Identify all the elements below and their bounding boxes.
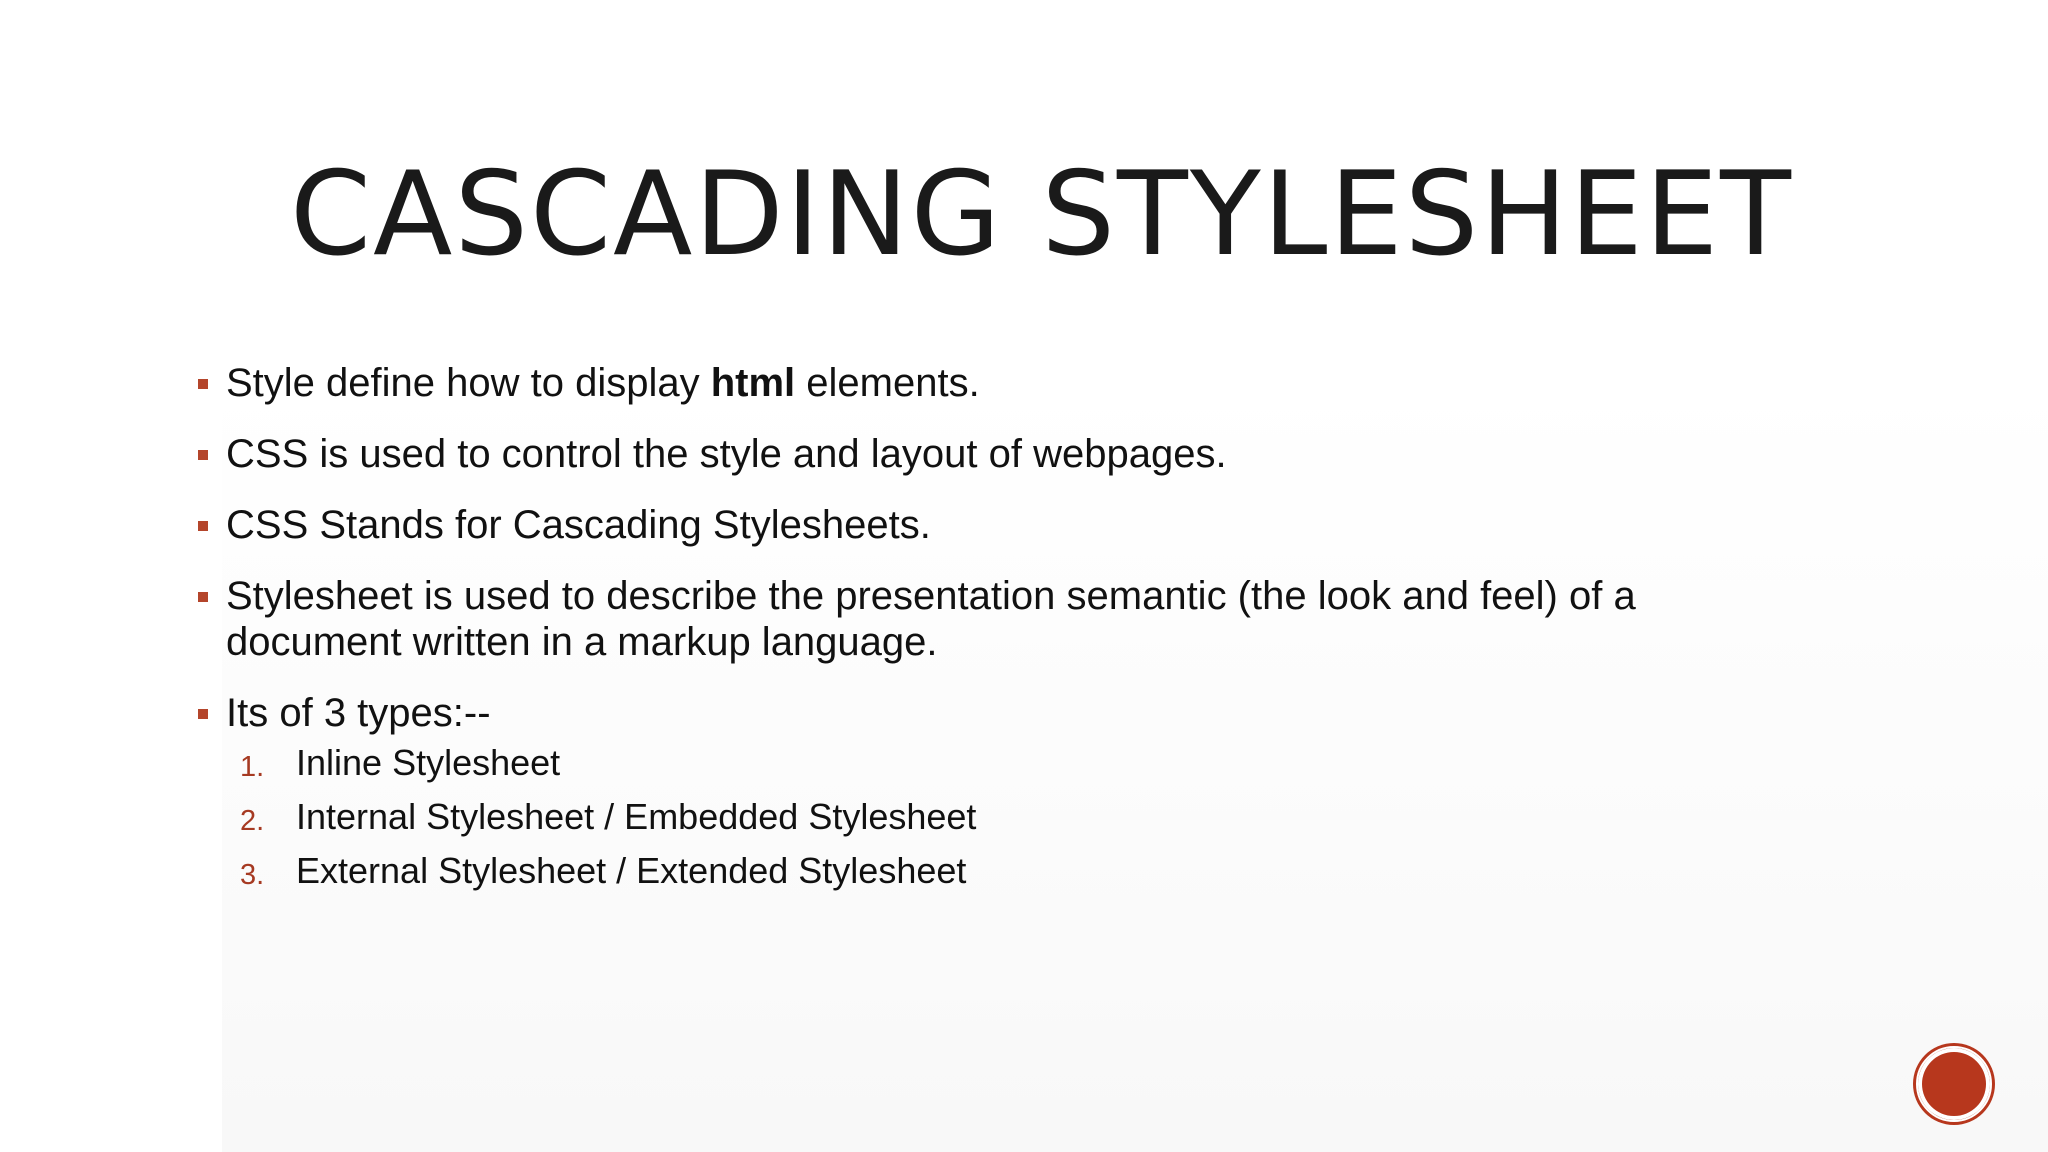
types-list-item: [226, 742, 1756, 784]
circle-nav-button[interactable]: [1916, 1046, 1992, 1122]
bullet-item: [196, 690, 1756, 892]
bullet-text: CSS Stands for Cascading Stylesheets.: [226, 503, 931, 547]
bullet-list: [196, 360, 1756, 917]
types-list-label: Internal Stylesheet / Embedded Stylesheet: [296, 796, 977, 837]
types-list-item: [226, 796, 1756, 838]
types-list: [226, 742, 1756, 892]
types-list-label: External Stylesheet / Extended Stylesheet: [296, 850, 967, 891]
bullet-item: [196, 502, 1756, 548]
slide-title: CASCADING STYLESHEET: [290, 147, 1793, 282]
list-number: 1.: [240, 751, 265, 783]
bullet-item: [196, 360, 1756, 406]
bullet-text: Its of 3 types:--: [226, 691, 491, 735]
square-bullet-icon: [198, 379, 208, 389]
bullet-item: [196, 431, 1756, 477]
bullet-text-line-1: Stylesheet is used to describe the presentation semantic (the look and feel) of a: [226, 574, 1636, 618]
list-number: 2.: [240, 805, 265, 837]
square-bullet-icon: [198, 709, 208, 719]
square-bullet-icon: [198, 592, 208, 602]
square-bullet-icon: [198, 521, 208, 531]
types-list-item: [226, 850, 1756, 892]
bullet-bold-text: html: [710, 361, 796, 405]
bullet-text: elements.: [795, 361, 980, 405]
square-bullet-icon: [198, 450, 208, 460]
bullet-text-line-2: document written in a markup language.: [226, 620, 938, 664]
types-list-label: Inline Stylesheet: [296, 742, 561, 783]
bullet-text: CSS is used to control the style and layout of webpages.: [226, 432, 1227, 476]
bullet-item: [196, 573, 1756, 665]
bullet-text: Style define how to display: [226, 361, 711, 405]
list-number: 3.: [240, 859, 265, 891]
